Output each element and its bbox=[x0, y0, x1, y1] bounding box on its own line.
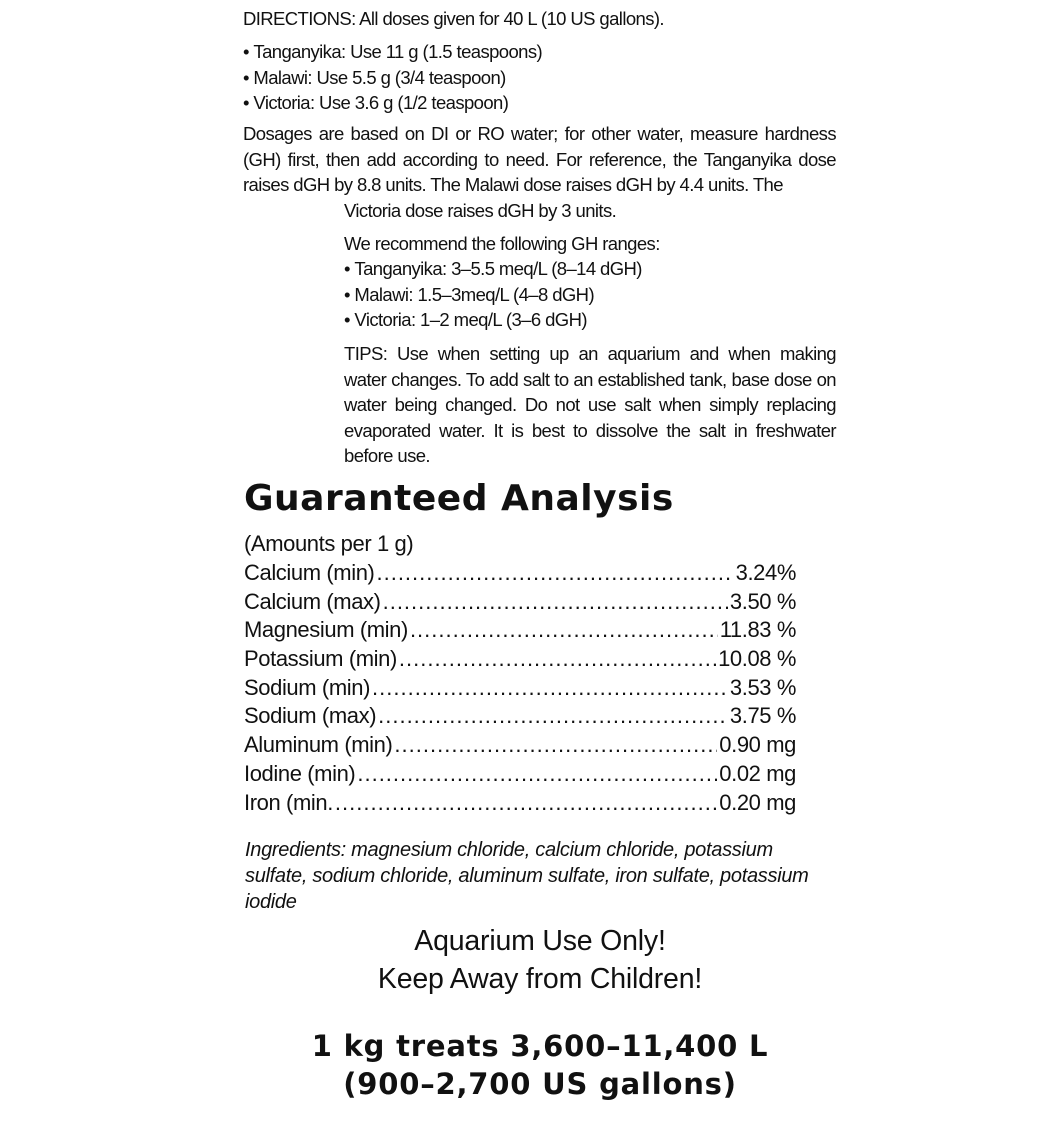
warning-keep-away: Keep Away from Children! bbox=[377, 963, 703, 995]
analysis-row bbox=[244, 617, 796, 646]
dose-item-victoria: • Victoria: Use 3.6 g (1/2 teaspoon) bbox=[243, 90, 843, 116]
dot-leader bbox=[378, 703, 728, 729]
analysis-row-value: 3.24% bbox=[735, 560, 796, 585]
treats-gallons: (900–2,700 US gallons) bbox=[343, 1067, 737, 1101]
analysis-row-name: Magnesium (min) bbox=[244, 617, 408, 643]
analysis-row bbox=[244, 560, 796, 589]
analysis-row bbox=[244, 675, 796, 704]
gh-ranges-title: We recommend the following GH ranges: bbox=[344, 233, 660, 254]
dot-leader bbox=[383, 589, 728, 615]
dot-leader bbox=[410, 617, 718, 643]
analysis-row bbox=[244, 703, 796, 732]
dot-leader bbox=[335, 790, 717, 816]
gh-ranges-list bbox=[344, 256, 836, 333]
dot-leader bbox=[376, 560, 733, 586]
analysis-row-name: Potassium (min) bbox=[244, 646, 397, 672]
analysis-row-value: 0.90 mg bbox=[719, 732, 796, 758]
gh-range-victoria: • Victoria: 1–2 meq/L (3–6 dGH) bbox=[344, 307, 836, 333]
analysis-row-value: 0.20 mg bbox=[719, 789, 796, 815]
analysis-row-name: Aluminum (min) bbox=[244, 732, 393, 758]
tips-paragraph: TIPS: Use when setting up an aquarium and when making water changes. To add salt to an established tank, base dose on water being changed. Do not use salt when simply replacing evaporated water. It is best to dissolve the salt in freshwater before use. bbox=[344, 343, 836, 466]
analysis-row-name: Iodine (min) bbox=[244, 760, 356, 786]
treats-liters: 1 kg treats 3,600–11,400 L bbox=[311, 1029, 769, 1063]
analysis-subtitle: (Amounts per 1 g) bbox=[244, 531, 414, 556]
gh-range-tanganyika: • Tanganyika: 3–5.5 meq/L (8–14 dGH) bbox=[344, 256, 836, 282]
analysis-row bbox=[244, 732, 796, 761]
analysis-row-value: 0.02 mg bbox=[719, 760, 796, 786]
analysis-row bbox=[244, 646, 796, 675]
dot-leader bbox=[357, 761, 717, 787]
analysis-row-value: 3.75 % bbox=[729, 703, 796, 729]
directions-title: DIRECTIONS: All doses given for 40 L (10 US gallons). bbox=[243, 8, 664, 29]
analysis-row-value: 3.50 % bbox=[729, 588, 796, 614]
gh-range-malawi: • Malawi: 1.5–3meq/L (4–8 dGH) bbox=[344, 282, 836, 308]
analysis-row bbox=[244, 589, 796, 618]
dose-item-tanganyika: • Tanganyika: Use 11 g (1.5 teaspoons) bbox=[243, 39, 843, 65]
analysis-row-value: 11.83 % bbox=[719, 617, 796, 643]
analysis-row-name: Calcium (max) bbox=[244, 588, 381, 614]
ingredients-text: Ingredients: magnesium chloride, calcium chloride, potassium sulfate, sodium chloride, aluminum sulfate, iron sulfate, potassium iodide bbox=[245, 839, 809, 913]
analysis-row-value: 10.08 % bbox=[718, 646, 796, 672]
dosage-text-end: Victoria dose raises dGH by 3 units. bbox=[344, 199, 617, 221]
analysis-row bbox=[244, 761, 796, 790]
analysis-row-name: Iron (min. bbox=[244, 789, 333, 815]
dot-leader bbox=[394, 732, 717, 758]
dose-list bbox=[243, 39, 843, 116]
dot-leader bbox=[372, 675, 728, 701]
warning-aquarium-use: Aquarium Use Only! bbox=[414, 925, 666, 957]
dose-item-malawi: • Malawi: Use 5.5 g (3/4 teaspoon) bbox=[243, 65, 843, 91]
analysis-row-name: Sodium (max) bbox=[244, 703, 377, 729]
analysis-row bbox=[244, 790, 796, 819]
guaranteed-analysis-title: Guaranteed Analysis bbox=[244, 478, 674, 519]
analysis-table bbox=[244, 560, 796, 818]
analysis-row-name: Sodium (min) bbox=[244, 674, 371, 700]
dosage-paragraph bbox=[243, 121, 836, 223]
dosage-text: Dosages are based on DI or RO water; for other water, measure hardness (GH) first, then add according to need. For reference, the Tanganyika dose raises dGH by 8.8 units. The Malawi dose raises dGH by 4.4 units. The bbox=[243, 123, 836, 195]
analysis-row-value: 3.53 % bbox=[729, 674, 796, 700]
dot-leader bbox=[399, 646, 716, 672]
analysis-row-name: Calcium (min) bbox=[244, 560, 375, 585]
